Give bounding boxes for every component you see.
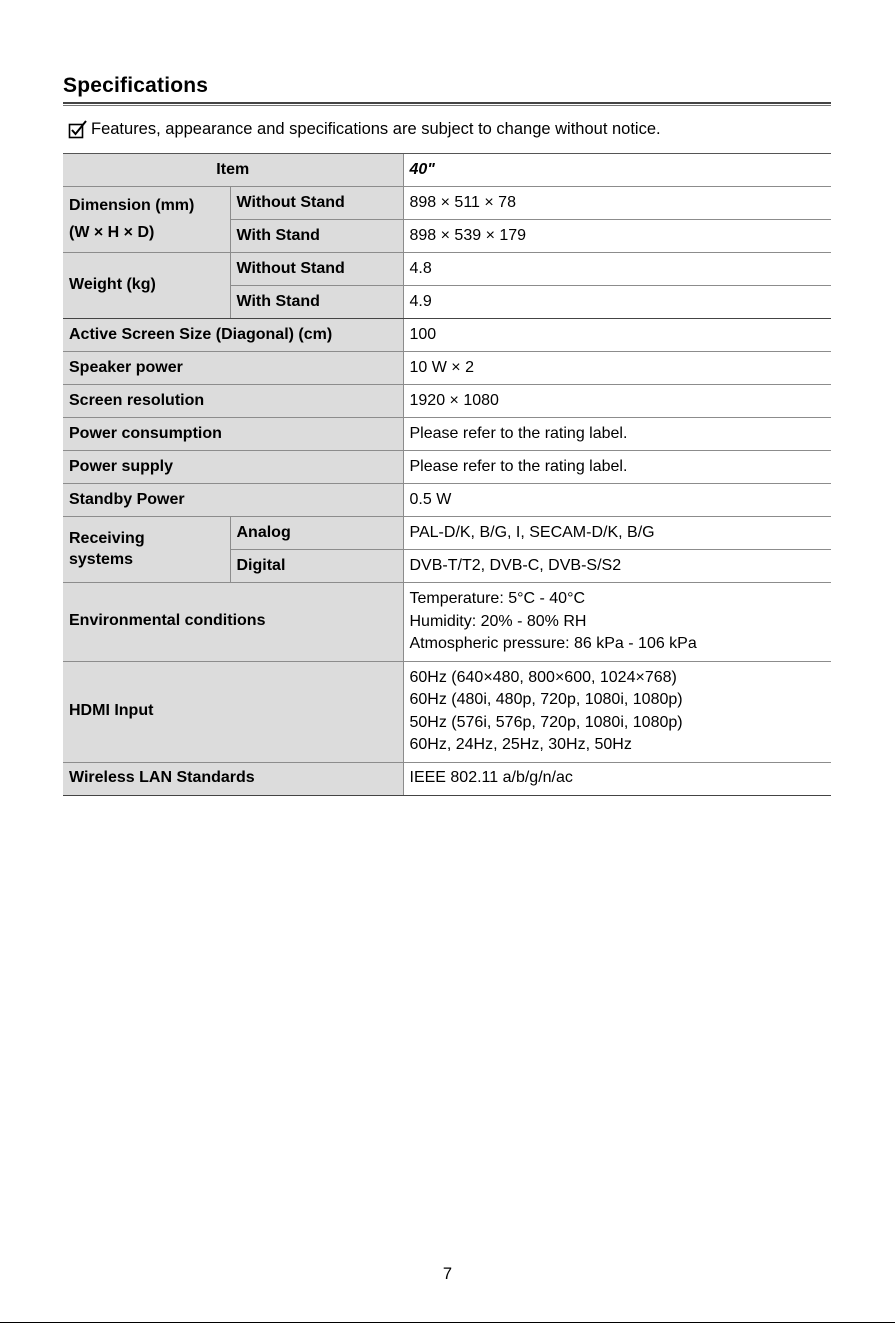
table-row (63, 385, 831, 418)
table-row (63, 352, 831, 385)
table-row (63, 762, 831, 795)
power-consumption-value: Please refer to the rating label. (403, 418, 831, 451)
receiving-systems-label (63, 517, 230, 583)
checkbox-checked-icon (68, 119, 88, 139)
hdmi-input-value (403, 661, 831, 762)
dimension-label (63, 187, 230, 253)
environment-line: Atmospheric pressure: 86 kPa - 106 kPa (409, 635, 697, 652)
dimension-with-stand-label: With Stand (230, 220, 403, 253)
standby-power-value: 0.5 W (403, 484, 831, 517)
hdmi-line: 60Hz, 24Hz, 25Hz, 30Hz, 50Hz (409, 736, 632, 753)
table-row (63, 451, 831, 484)
standby-power-label: Standby Power (63, 484, 403, 517)
table-row (63, 517, 831, 550)
wireless-lan-value: IEEE 802.11 a/b/g/n/ac (403, 762, 831, 795)
environment-line: Humidity: 20% - 80% RH (409, 612, 587, 630)
power-supply-label: Power supply (63, 451, 403, 484)
header-item: Item (63, 154, 403, 187)
dimension-label-line2: (W × H × D) (69, 223, 155, 241)
receiving-label-line2: systems (69, 550, 134, 568)
notice-text: Features, appearance and specifications are subject to change without notice. (91, 119, 661, 138)
analog-value: PAL-D/K, B/G, I, SECAM-D/K, B/G (403, 517, 831, 550)
dimension-without-stand-value: 898 × 511 × 78 (403, 187, 831, 220)
screen-resolution-label: Screen resolution (63, 385, 403, 418)
weight-without-stand-label: Without Stand (230, 253, 403, 286)
page-number: 7 (442, 1265, 453, 1283)
digital-label: Digital (230, 550, 403, 583)
page-title: Specifications (63, 74, 209, 97)
speaker-power-label: Speaker power (63, 352, 403, 385)
dimension-label-line1: Dimension (mm) (69, 196, 195, 214)
specifications-table (63, 153, 831, 796)
weight-label: Weight (kg) (63, 253, 230, 319)
hdmi-line: 60Hz (480i, 480p, 720p, 1080i, 1080p) (409, 691, 683, 708)
environment-line: Temperature: 5°C - 40°C (409, 590, 586, 607)
table-row (63, 418, 831, 451)
table-row (63, 661, 831, 762)
hdmi-line: 60Hz (640×480, 800×600, 1024×768) (409, 668, 677, 686)
table-row (63, 253, 831, 286)
environmental-value (403, 583, 831, 662)
screen-size-label: Active Screen Size (Diagonal) (cm) (63, 319, 403, 352)
table-row (63, 187, 831, 220)
weight-with-stand-label: With Stand (230, 286, 403, 319)
title-divider (63, 102, 831, 104)
table-header-row (63, 154, 831, 187)
dimension-with-stand-value: 898 × 539 × 179 (403, 220, 831, 253)
analog-label: Analog (230, 517, 403, 550)
environmental-label: Environmental conditions (63, 583, 403, 662)
screen-resolution-value: 1920 × 1080 (403, 385, 831, 418)
title-divider-thin (63, 105, 831, 106)
hdmi-input-label: HDMI Input (63, 661, 403, 762)
hdmi-line: 50Hz (576i, 576p, 720p, 1080i, 1080p) (409, 713, 683, 731)
weight-with-stand-value: 4.9 (403, 286, 831, 319)
screen-size-value: 100 (403, 319, 831, 352)
notice (68, 119, 661, 139)
table-row (63, 484, 831, 517)
table-row (63, 319, 831, 352)
weight-without-stand-value: 4.8 (403, 253, 831, 286)
table-row (63, 583, 831, 662)
power-consumption-label: Power consumption (63, 418, 403, 451)
digital-value: DVB-T/T2, DVB-C, DVB-S/S2 (403, 550, 831, 583)
footer-divider (0, 1322, 895, 1323)
wireless-lan-label: Wireless LAN Standards (63, 762, 403, 795)
receiving-label-line1: Receiving (69, 529, 145, 547)
speaker-power-value: 10 W × 2 (403, 352, 831, 385)
header-model: 40" (403, 154, 831, 187)
dimension-without-stand-label: Without Stand (230, 187, 403, 220)
power-supply-value: Please refer to the rating label. (403, 451, 831, 484)
